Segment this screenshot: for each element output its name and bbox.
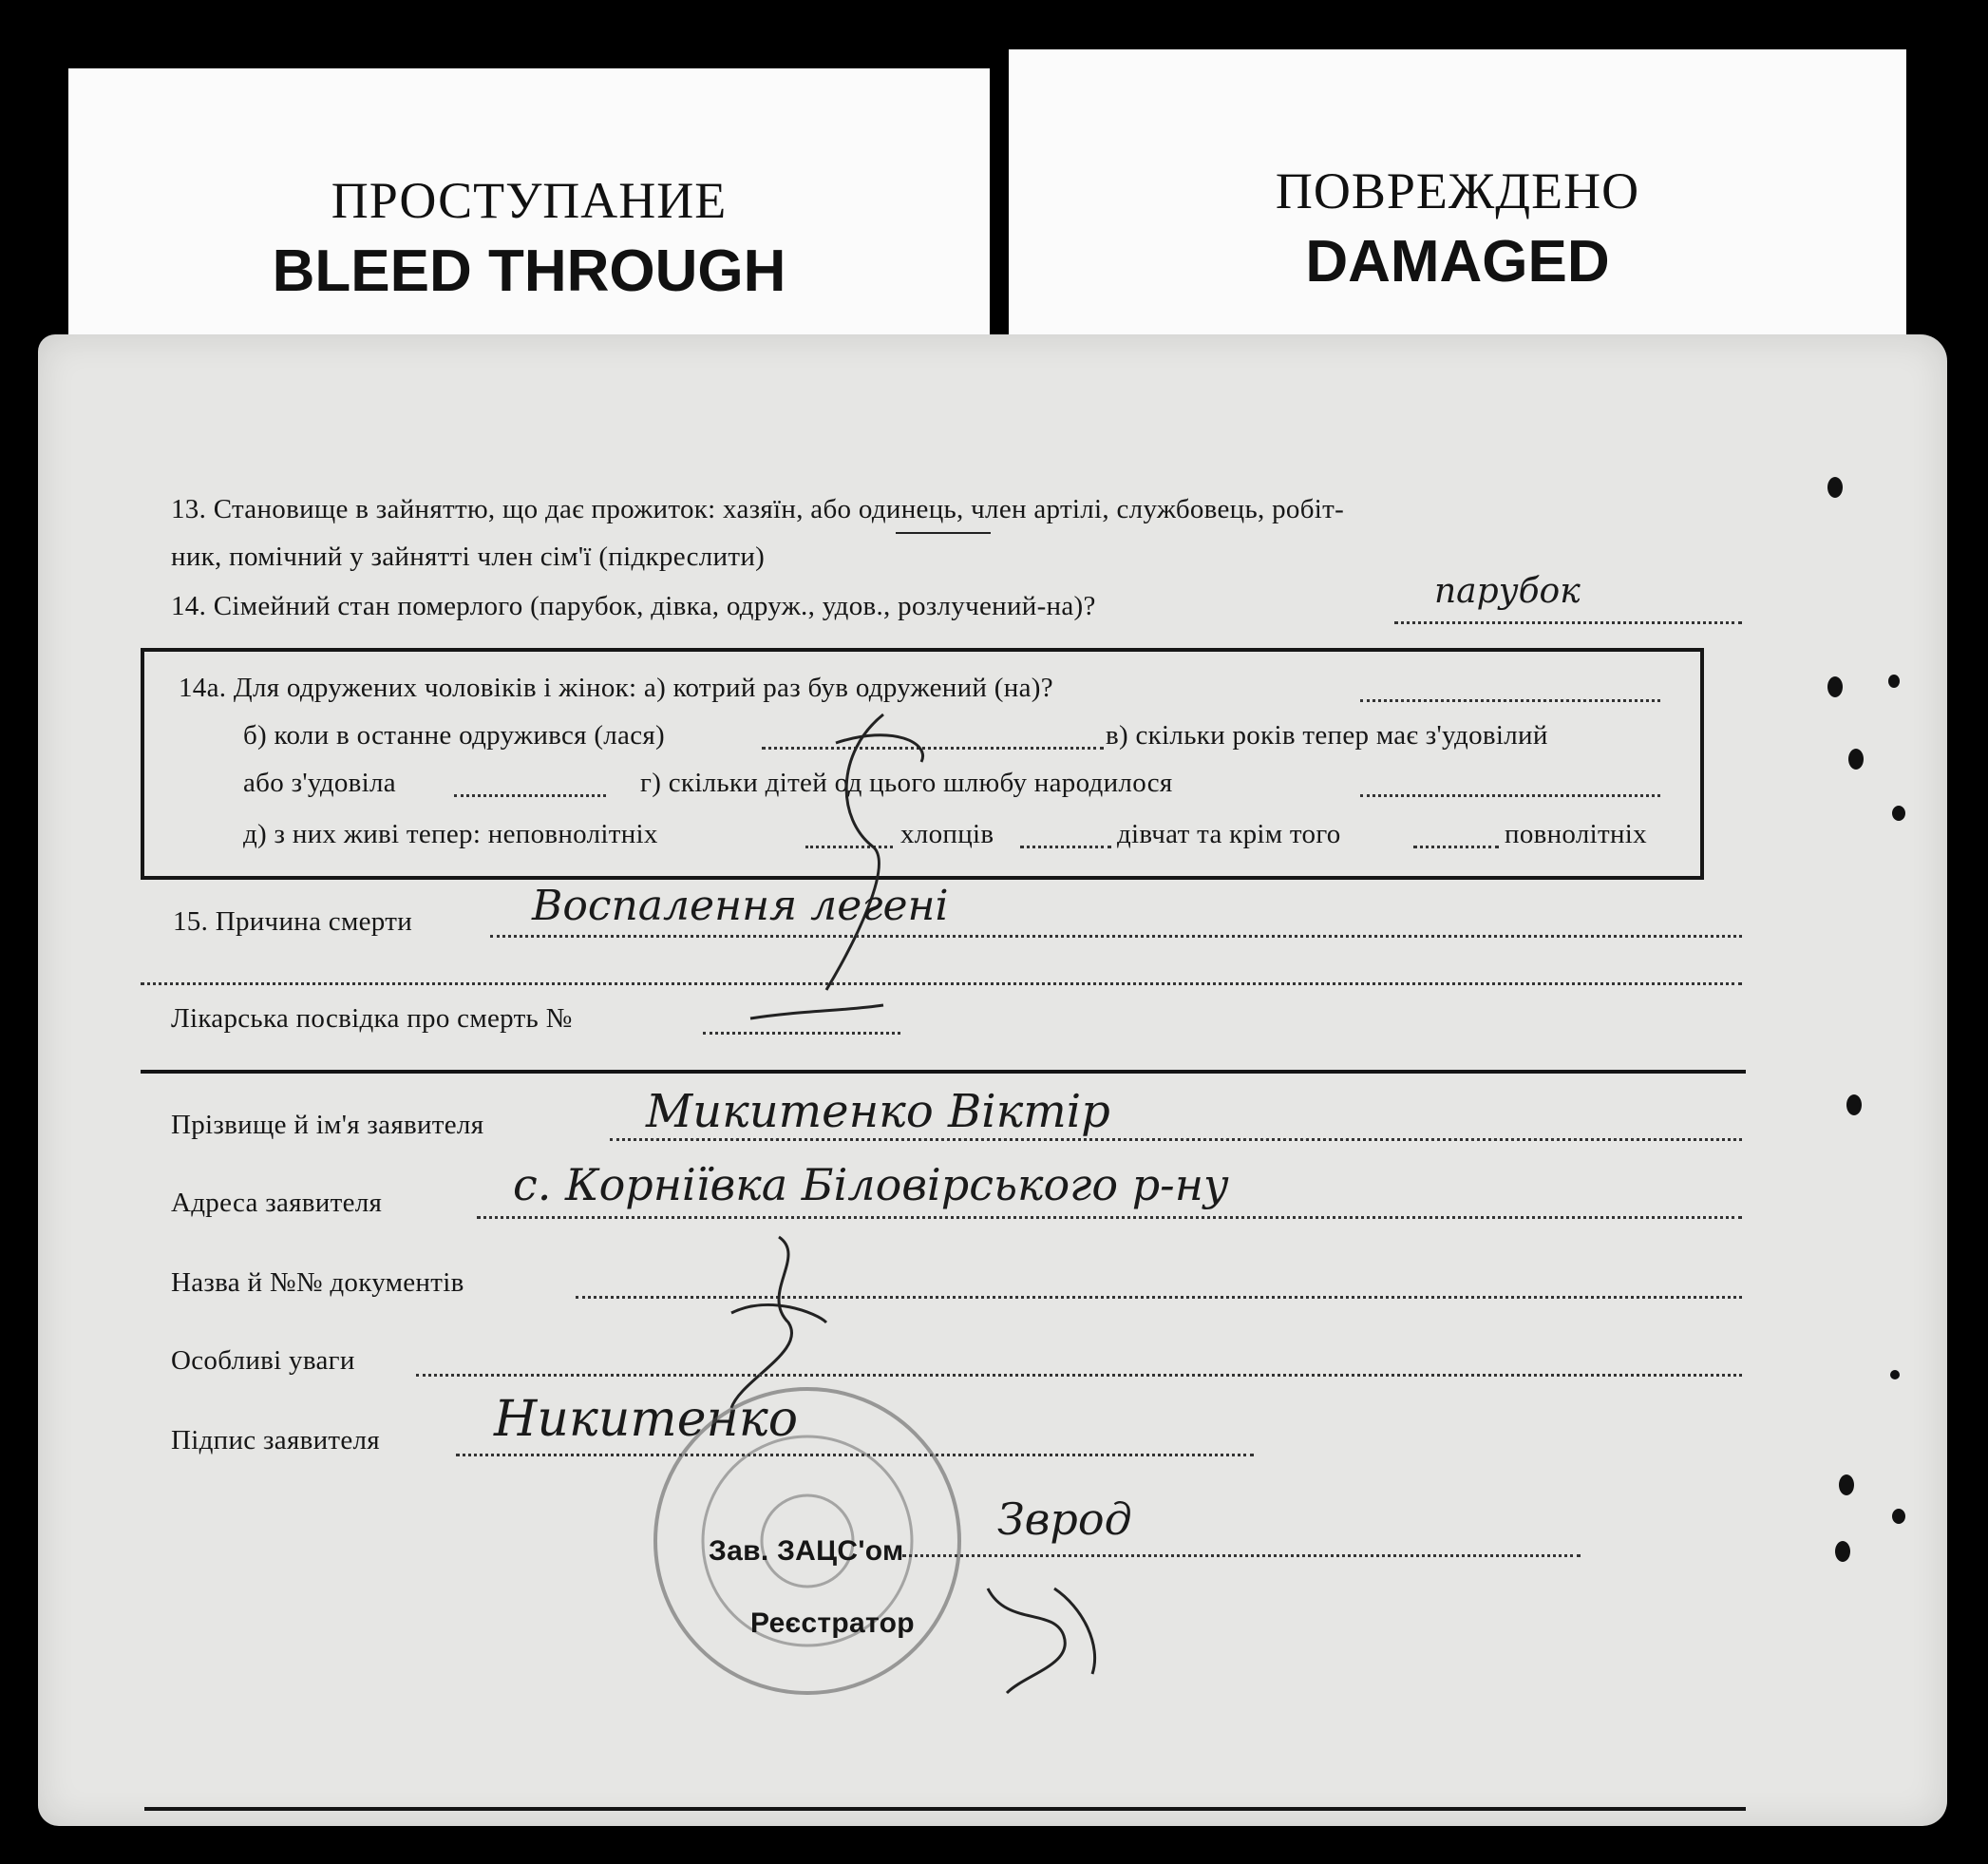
- bleed-through-flag: [68, 68, 990, 353]
- medical-dash-mark: [741, 999, 893, 1028]
- notes-dots: [416, 1372, 1742, 1377]
- punch-hole: [1888, 675, 1900, 688]
- flag-left-english: BLEED THROUGH: [272, 238, 786, 304]
- item-14-dotted-line: [1394, 619, 1742, 624]
- item-14a-line-2b: в) скільки років тепер має з'удовілий: [1106, 720, 1548, 751]
- applicant-address-handwritten: с. Корніївка Біловірського р-ну: [513, 1159, 1229, 1210]
- punch-hole: [1848, 749, 1864, 770]
- flag-right-russian: ПОВРЕЖДЕНО: [1275, 162, 1640, 219]
- punch-hole: [1890, 1370, 1900, 1379]
- punch-hole: [1839, 1474, 1854, 1495]
- item-14-handwritten-value: парубок: [1434, 572, 1581, 611]
- item-14a-dots-4b: [1020, 844, 1111, 848]
- applicant-address-dots: [477, 1214, 1742, 1219]
- item-14-label: 14. Сімейний стан померлого (парубок, дівка, одруж., удов., розлучений-на)?: [171, 591, 1096, 621]
- section-divider-top: [141, 1070, 1746, 1074]
- head-of-registry-dots: [902, 1552, 1581, 1557]
- item-14a-line-4c: дівчат та крім того: [1117, 819, 1341, 849]
- item-14a-line-4a: д) з них живі тепер: неповнолітніх: [243, 819, 658, 849]
- punch-hole: [1827, 477, 1843, 498]
- applicant-name-label: Прізвище й ім'я заявителя: [171, 1110, 484, 1140]
- item-15-dotted-line: [490, 933, 1742, 938]
- item-15-second-line: [141, 980, 1742, 985]
- punch-hole: [1892, 806, 1905, 821]
- item-13-line-1: 13. Становище в зайняттю, що дає прожиток: хазяїн, або одинець, член артілі, службовець, робіт-: [171, 494, 1345, 524]
- item-14a-line-4b: хлопців: [900, 819, 994, 849]
- item-13-line-2: ник, помічний у зайнятті член сім'ї (підкреслити): [171, 542, 766, 572]
- applicant-name-handwritten: Микитенко Віктір: [646, 1085, 1110, 1138]
- applicant-address-label: Адреса заявителя: [171, 1188, 383, 1218]
- death-record-form: [38, 334, 1947, 1826]
- flag-right-english: DAMAGED: [1305, 229, 1610, 295]
- item-14a-line-3a: або з'удовіла: [243, 768, 396, 798]
- item-14a-line-4d: повнолітніх: [1505, 819, 1647, 849]
- head-of-registry-label: Зав. ЗАЦС'ом: [709, 1535, 904, 1567]
- section-divider-bottom: [144, 1807, 1746, 1811]
- item-15-handwritten-value: Воспалення легені: [532, 882, 949, 930]
- item-14a-dots-1: [1360, 697, 1660, 702]
- item-15-label: 15. Причина смерти: [173, 906, 413, 937]
- signature-label: Підпис заявителя: [171, 1425, 380, 1455]
- documents-label: Назва й №№ документів: [171, 1267, 464, 1298]
- item-14a-line-1: 14а. Для одружених чоловіків і жінок: а) котрий раз був одружений (на)?: [179, 673, 1053, 703]
- punch-hole: [1892, 1509, 1905, 1524]
- medical-certificate-label: Лікарська посвідка про смерть №: [171, 1003, 573, 1034]
- registrar-label: Реєстратор: [750, 1607, 915, 1639]
- medical-certificate-dots: [703, 1030, 900, 1035]
- item-14a-dots-3b: [1360, 792, 1660, 797]
- flag-left-russian: ПРОСТУПАНИЕ: [331, 172, 728, 229]
- underline-hazyain: [896, 532, 991, 534]
- item-14a-line-2a: б) коли в останне одружився (лася): [243, 720, 665, 751]
- applicant-signature: Никитенко: [494, 1391, 799, 1448]
- notes-label: Особливі уваги: [171, 1345, 355, 1376]
- cross-out-mark: [779, 705, 988, 1028]
- punch-hole: [1827, 676, 1843, 697]
- item-14a-dots-4c: [1413, 844, 1499, 848]
- registrar-signature: [969, 1569, 1121, 1702]
- item-14a-line-3b: г) скільки дітей од цього шлюбу народилося: [640, 768, 1173, 798]
- punch-hole: [1846, 1094, 1862, 1115]
- damaged-flag: [1009, 49, 1906, 352]
- item-14a-dots-3a: [454, 792, 606, 797]
- punch-hole: [1835, 1541, 1850, 1562]
- head-of-registry-signature: Зврод: [997, 1493, 1132, 1545]
